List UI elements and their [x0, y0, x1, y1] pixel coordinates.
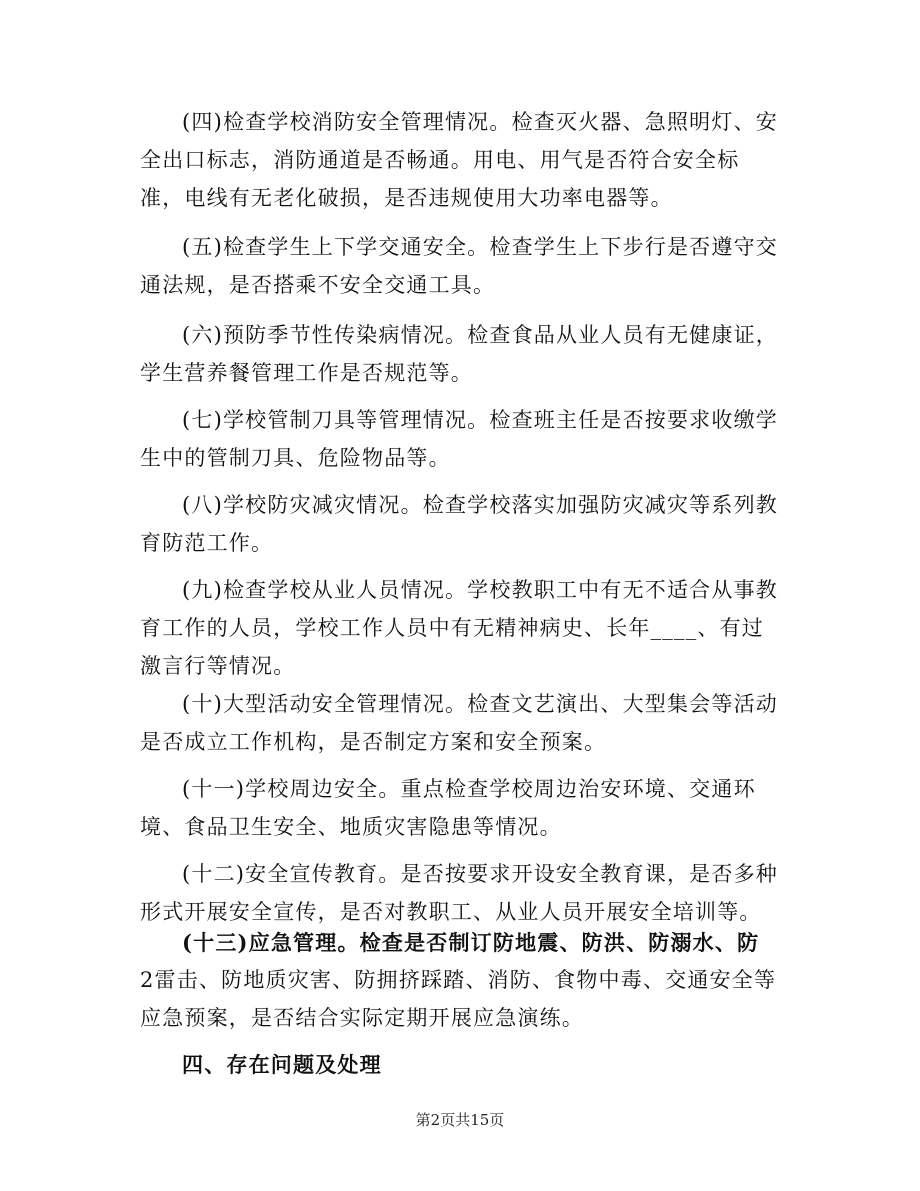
- paragraph-controlled-knives: (七)学校管制刀具等管理情况。检查班主任是否按要求收缴学生中的管制刀具、危险物品等。: [140, 408, 778, 470]
- paragraph-traffic-safety: (五)检查学生上下学交通安全。检查学生上下步行是否遵守交通法规，是否搭乘不安全交通工具。: [140, 235, 778, 297]
- paragraph-safety-education: (十二)安全宣传教育。是否按要求开设安全教育课，是否多种形式开展安全宣传，是否对教职工、从业人员开展安全培训等。: [140, 862, 778, 924]
- paragraph-disaster-prevention: (八)学校防灾减灾情况。检查学校落实加强防灾减灾等系列教育防范工作。: [140, 493, 778, 555]
- paragraph-infectious-disease: (六)预防季节性传染病情况。检查食品从业人员有无健康证，学生营养餐管理工作是否规范等。: [140, 323, 778, 385]
- paragraph-emergency-management: (十三)应急管理。检查是否制订防地震、防洪、防溺水、防: [182, 930, 760, 955]
- paragraph-large-events: (十)大型活动安全管理情况。检查文艺演出、大型集会等活动是否成立工作机构，是否制定方案和安全预案。: [140, 692, 778, 754]
- paragraph-fire-safety: (四)检查学校消防安全管理情况。检查灭火器、急照明灯、安全出口标志，消防通道是否畅通。用电、用气是否符合安全标准，电线有无老化破损，是否违规使用大功率电器等。: [140, 110, 778, 210]
- page-number-footer: 第2页共15页: [415, 1111, 505, 1129]
- paragraph-school-surroundings: (十一)学校周边安全。重点检查学校周边治安环境、交通环境、食品卫生安全、地质灾害隐患等情况。: [140, 777, 756, 839]
- section-heading-problems: 四、存在问题及处理: [182, 1052, 382, 1077]
- paragraph-staff-check: (九)检查学校从业人员情况。学校教职工中有无不适合从事教育工作的人员，学校工作人员中有无精神病史、长年____、有过激言行等情况。: [140, 578, 778, 678]
- paragraph-emergency-plans: 2雷击、防地质灾害、防拥挤踩踏、消防、食物中毒、交通安全等应急预案，是否结合实际定期开展应急演练。: [140, 968, 777, 1030]
